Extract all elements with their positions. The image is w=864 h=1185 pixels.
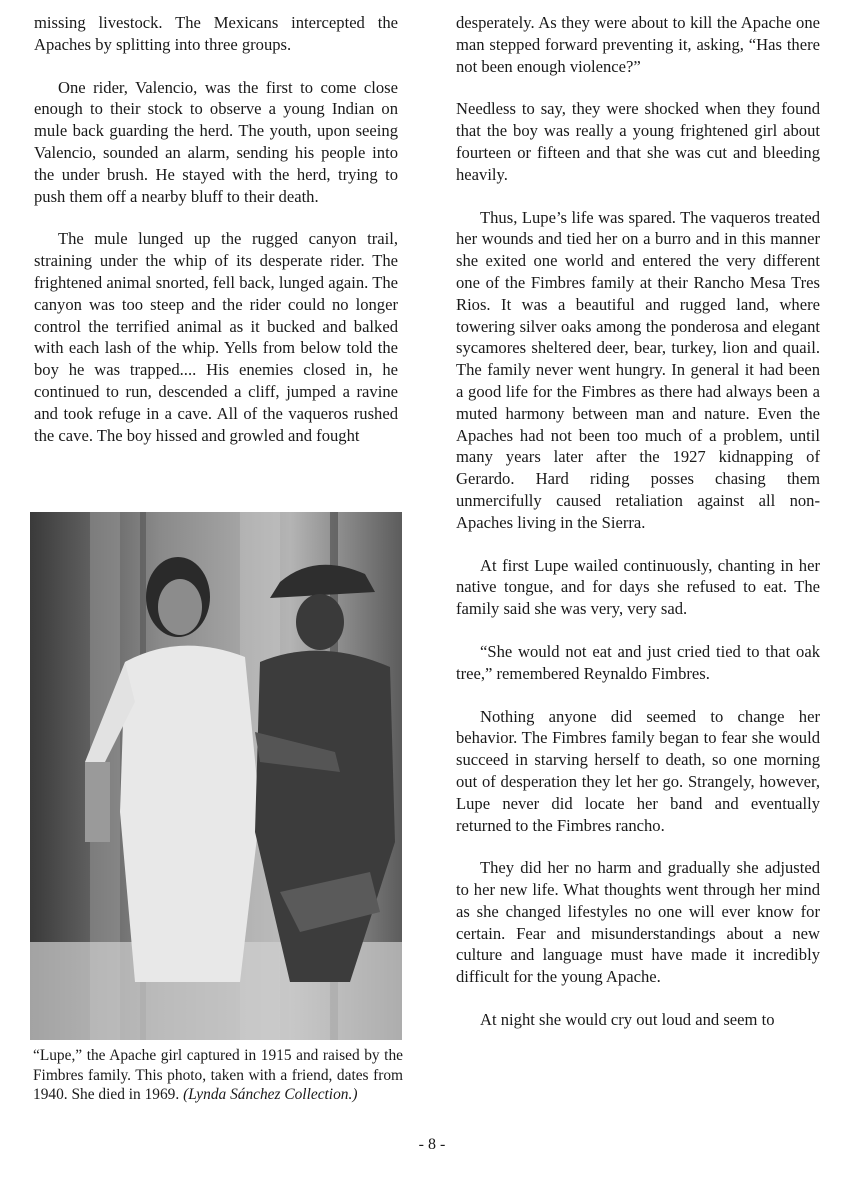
paragraph: They did her no harm and gradually she adjusted to her new life. What thoughts went through her mind as she changed lifestyles no one will ever know for certain. Fear and misunderstandings about a new culture and language must have made it incredibly difficult for the young Apache. xyxy=(456,858,820,987)
paragraph: At first Lupe wailed continuously, chanting in her native tongue, and for days she refused to eat. The family said she was very, very sad. xyxy=(456,555,820,619)
right-text-column xyxy=(456,12,820,1052)
paragraph: Thus, Lupe’s life was spared. The vaqueros treated her wounds and tied her on a burro and in this manner she exited one world and entered the very different one of the Fimbres family at their Rancho Mesa Tres Rios. It was a beautiful and rugged land, where towering silver oaks among the ponderosa and elegant sycamores sheltered deer, bear, turkey, lion and quail. The family never went hungry. In general it had been a good life for the Fimbres as there had always been a muted harmony between man and nature. Even the Apaches had not been too much of a problem, until many years later after the 1927 kidnapping of Gerardo. Hard riding posses chasing them unmercifully caused retaliation against all non-Apaches living in the Sierra. xyxy=(456,207,820,532)
paragraph: One rider, Valencio, was the first to come close enough to their stock to observe a young Indian on mule back guarding the herd. The youth, upon seeing Valencio, sounded an alarm, sending his people into the under brush. He stayed with the herd, trying to push them off a nearby bluff to their death. xyxy=(34,77,398,206)
paragraph: Needless to say, they were shocked when they found that the boy was really a young frightened girl about fourteen or fifteen and that she was cut and bleeding heavily. xyxy=(456,99,820,184)
paragraph: The mule lunged up the rugged canyon trail, straining under the whip of its desperate rider. The frightened animal snorted, fell back, lunged again. The canyon was too steep and the rider could no longer control the terrified animal as it bucked and balked with each lash of the whip. Yells from below told the boy he was trapped.... His enemies closed in, he continued to run, descended a cliff, jumped a ravine and took refuge in a cave. All of the vaqueros rushed the cave. The boy hissed and growled and fought xyxy=(34,229,398,445)
left-text-column xyxy=(34,12,398,467)
paragraph: missing livestock. The Mexicans intercepted the Apaches by splitting into three groups. xyxy=(34,13,398,54)
photo-caption xyxy=(33,1046,403,1105)
paragraph: desperately. As they were about to kill the Apache one man stepped forward preventing it, asking, “Has there not been enough violence?” xyxy=(456,13,820,76)
paragraph: Nothing anyone did seemed to change her behavior. The Fimbres family began to fear she would succeed in starving herself to death, so one morning out of desperation they let her go. Strangely, however, Lupe never did locate her band and eventually returned to the Fimbres rancho. xyxy=(456,706,820,835)
paragraph: “She would not eat and just cried tied to that oak tree,” remembered Reynaldo Fimbres. xyxy=(456,641,820,683)
page-number: - 8 - xyxy=(418,1136,446,1153)
caption-text: “Lupe,” the Apache girl captured in 1915 and raised by the Fimbres family. This photo, taken with a friend, dates from 1940. She died in 1969. xyxy=(33,1047,403,1104)
paragraph: At night she would cry out loud and seem to xyxy=(480,1010,775,1030)
historical-photo xyxy=(30,512,402,1040)
caption-credit: (Lynda Sánchez Collection.) xyxy=(183,1086,358,1104)
photo-illustration xyxy=(30,512,402,1040)
